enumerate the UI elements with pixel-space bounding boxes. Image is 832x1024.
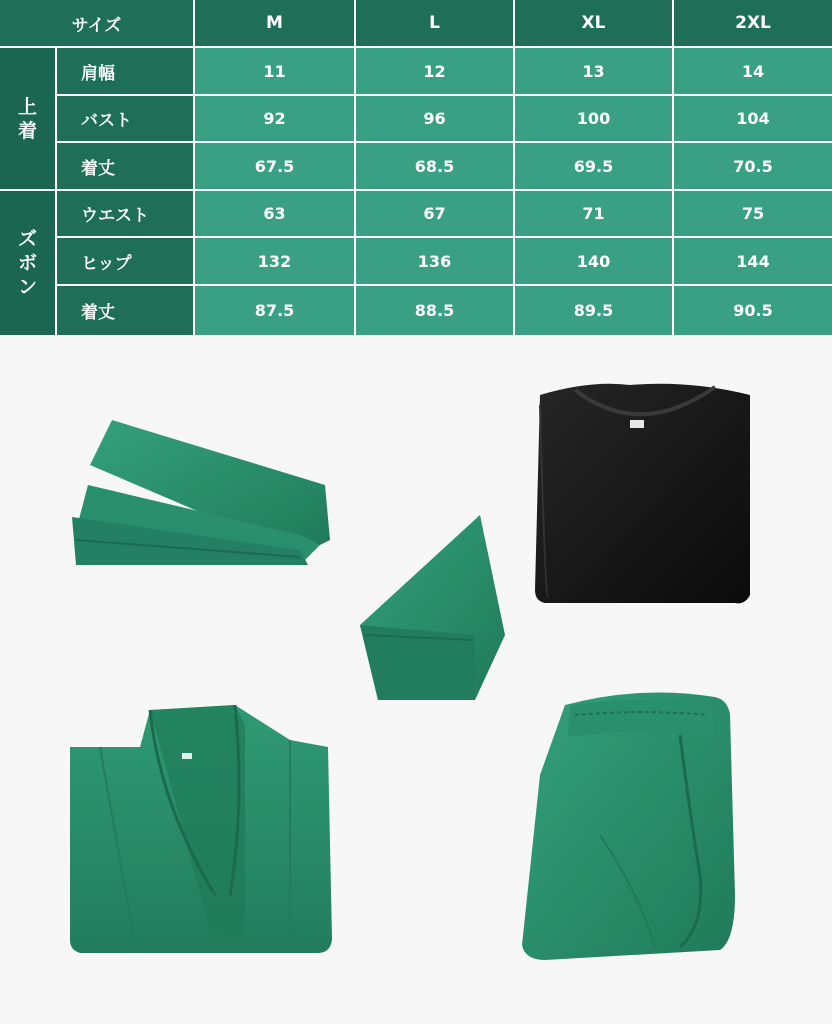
- value-cell: 96: [356, 96, 513, 141]
- value-cell: 140: [515, 238, 672, 284]
- group-label-jacket-char-2: 着: [17, 119, 37, 142]
- value-cell: 90.5: [674, 286, 832, 335]
- group-label-jacket: [0, 48, 55, 189]
- green-pocket-square: [360, 515, 505, 700]
- value-cell: 68.5: [356, 143, 513, 189]
- value-cell: 132: [195, 238, 354, 284]
- value-cell: 136: [356, 238, 513, 284]
- garment-illustration: [0, 335, 832, 1024]
- row-label-hip: ヒップ: [57, 238, 193, 284]
- value-cell: 63: [195, 191, 354, 236]
- header-size-label: サイズ: [0, 0, 193, 46]
- value-cell: 70.5: [674, 143, 832, 189]
- value-cell: 89.5: [515, 286, 672, 335]
- value-cell: 88.5: [356, 286, 513, 335]
- value-cell: 69.5: [515, 143, 672, 189]
- header-size-l: L: [356, 0, 513, 46]
- black-t-shirt: [535, 384, 750, 604]
- group-label-pants: [0, 191, 55, 335]
- value-cell: 104: [674, 96, 832, 141]
- group-label-pants-char-3: ン: [17, 276, 37, 298]
- group-label-pants-char-1: ズ: [17, 228, 37, 250]
- value-cell: 67: [356, 191, 513, 236]
- value-cell: 87.5: [195, 286, 354, 335]
- value-cell: 67.5: [195, 143, 354, 189]
- group-label-pants-char-2: ボ: [17, 252, 37, 274]
- value-cell: 100: [515, 96, 672, 141]
- product-photo: [0, 335, 832, 1024]
- value-cell: 75: [674, 191, 832, 236]
- green-belt-sash: [72, 420, 330, 565]
- value-cell: 14: [674, 48, 832, 94]
- size-chart-table: [0, 0, 832, 335]
- row-label-bust: バスト: [57, 96, 193, 141]
- value-cell: 144: [674, 238, 832, 284]
- row-label-pants-length: 着丈: [57, 286, 193, 335]
- header-size-2xl: 2XL: [674, 0, 832, 46]
- row-label-jacket-length: 着丈: [57, 143, 193, 189]
- value-cell: 92: [195, 96, 354, 141]
- header-size-m: M: [195, 0, 354, 46]
- value-cell: 13: [515, 48, 672, 94]
- group-label-jacket-char-1: 上: [17, 95, 37, 118]
- header-size-xl: XL: [515, 0, 672, 46]
- value-cell: 12: [356, 48, 513, 94]
- green-kimono-jacket: [70, 705, 332, 953]
- green-pants: [522, 693, 735, 961]
- row-label-waist: ウエスト: [57, 191, 193, 236]
- row-label-shoulder: 肩幅: [57, 48, 193, 94]
- value-cell: 71: [515, 191, 672, 236]
- value-cell: 11: [195, 48, 354, 94]
